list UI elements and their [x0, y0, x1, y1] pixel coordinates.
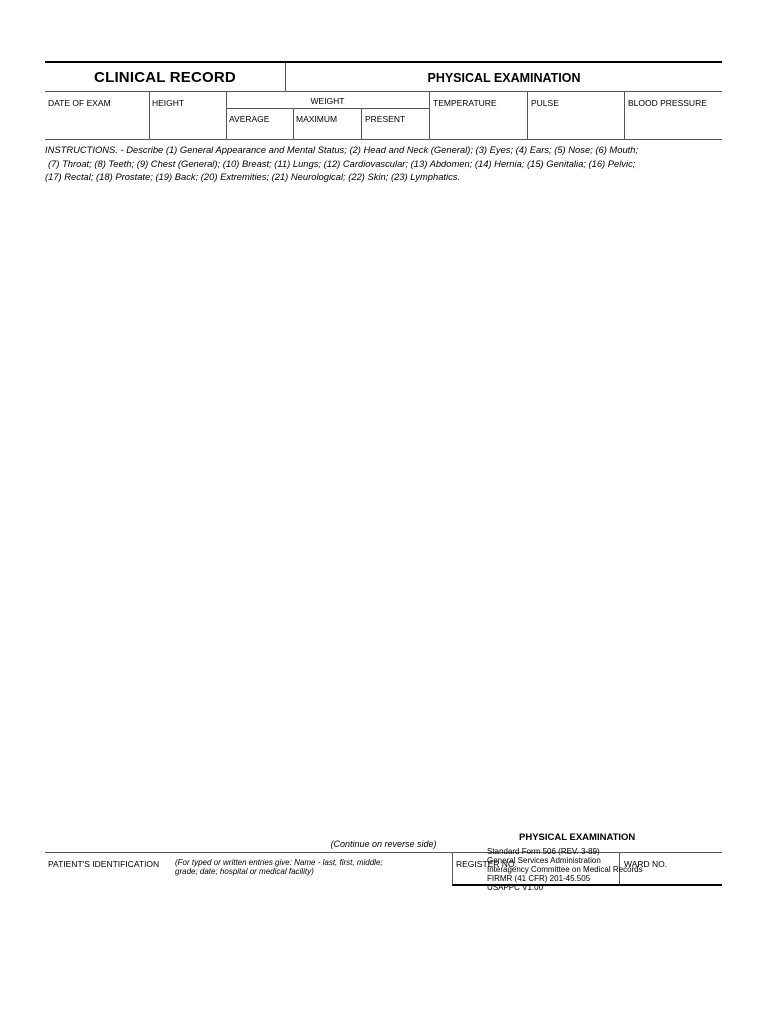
form-identification-block: [487, 847, 643, 892]
instructions-text: [45, 143, 725, 184]
instructions-line: (7) Throat; (8) Teeth; (9) Chest (General); (10) Breast; (11) Lungs; (12) Cardiovascular; (13) Abdomen; (14) Hernia; (15) Genitalia; (16) Pelvic;: [48, 157, 636, 169]
form-info-line: General Services Administration: [487, 856, 601, 865]
date-of-exam-field[interactable]: DATE OF EXAM: [48, 98, 111, 108]
form-info-line: USAPPC V1.00: [487, 883, 544, 892]
divider: [293, 109, 294, 139]
divider: [527, 92, 528, 139]
footer-form-title: PHYSICAL EXAMINATION: [519, 832, 636, 843]
instructions-line: INSTRUCTIONS. - Describe (1) General Appearance and Mental Status; (2) Head and Neck (General); (3) Eyes; (4) Ears; (5) Nose; (6) Mouth;: [45, 144, 639, 155]
patient-note-line: (For typed or written entries give: Name - last, first, middle;: [175, 858, 383, 867]
patient-note-line: grade; date; hospital or medical facility): [175, 867, 314, 876]
weight-average-field[interactable]: AVERAGE: [229, 114, 270, 124]
physical-examination-title: PHYSICAL EXAMINATION: [427, 70, 581, 85]
divider: [361, 109, 362, 139]
form-title-row: [45, 61, 722, 92]
divider: [149, 92, 150, 139]
form-info-line: FIRMR (41 CFR) 201-45.505: [487, 874, 591, 883]
temperature-field[interactable]: TEMPERATURE: [433, 98, 497, 108]
patient-identification-note: [175, 858, 445, 876]
form-info-line: Standard Form 506 (REV. 3-89): [487, 847, 600, 856]
instructions-line: (17) Rectal; (18) Prostate; (19) Back; (20) Extremities; (21) Neurological; (22) Skin; (23) Lymphatics.: [45, 171, 461, 182]
weight-label: WEIGHT: [310, 96, 345, 106]
vitals-table: [45, 92, 722, 140]
clinical-record-title: CLINICAL RECORD: [45, 63, 286, 92]
blood-pressure-field[interactable]: BLOOD PRESSURE: [628, 98, 707, 108]
register-no-field[interactable]: REGISTER NO.: [456, 859, 517, 869]
divider: [226, 108, 429, 109]
continue-note: (Continue on reverse side): [330, 839, 437, 849]
divider: [429, 92, 430, 139]
weight-present-field[interactable]: PRESENT: [365, 114, 406, 124]
height-field[interactable]: HEIGHT: [152, 98, 185, 108]
form-info-line: Interagency Committee on Medical Records: [487, 865, 643, 874]
divider: [624, 92, 625, 139]
weight-maximum-field[interactable]: MAXIMUM: [296, 114, 338, 124]
patient-identification-label: PATIENT'S IDENTIFICATION: [48, 859, 160, 869]
pulse-field[interactable]: PULSE: [531, 98, 559, 108]
ward-no-field[interactable]: WARD NO.: [624, 859, 668, 869]
